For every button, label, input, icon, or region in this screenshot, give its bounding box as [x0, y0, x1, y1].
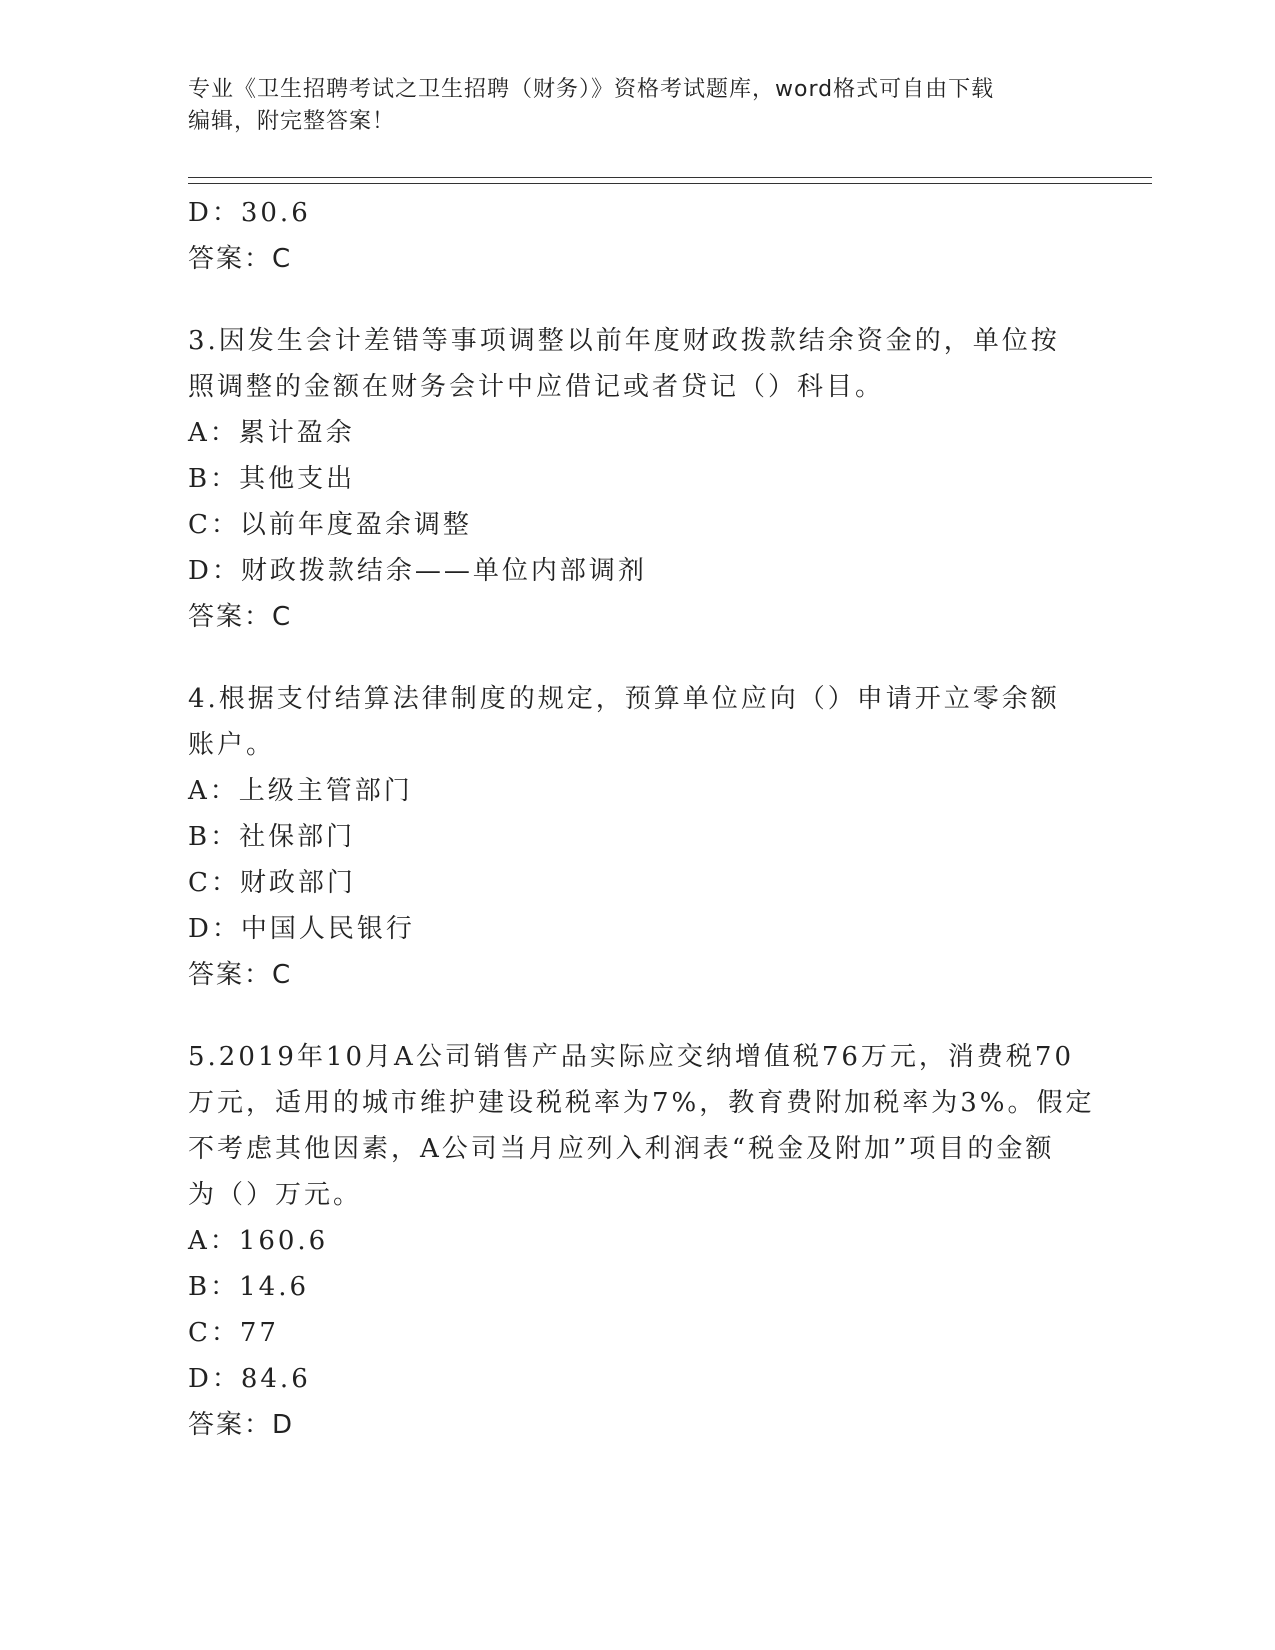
option-a: A：上级主管部门 — [188, 776, 413, 806]
question-text-line: 账户。 — [188, 730, 276, 760]
answer-line: 答案：C — [188, 244, 293, 274]
question-text-line: 照调整的金额在财务会计中应借记或者贷记（）科目。 — [188, 372, 885, 402]
option-d: D：30.6 — [188, 198, 311, 228]
header-line-1: 专业《卫生招聘考试之卫生招聘（财务）》资格考试题库，word格式可自由下载 — [188, 77, 995, 102]
question-text — [188, 1034, 1095, 1218]
question-5 — [188, 1034, 1095, 1448]
option-b: B：其他支出 — [188, 464, 356, 494]
option-c: C：财政部门 — [188, 868, 356, 898]
document-header — [188, 74, 1088, 138]
question-text-line: 3.因发生会计差错等事项调整以前年度财政拨款结余资金的，单位按 — [188, 326, 1060, 356]
answer-line: 答案：C — [188, 960, 293, 990]
question-2-tail — [188, 190, 1068, 282]
option-c: C：77 — [188, 1318, 279, 1348]
option-d: D：84.6 — [188, 1364, 311, 1394]
option-a: A：160.6 — [188, 1226, 329, 1256]
option-b: B：14.6 — [188, 1272, 309, 1302]
option-a: A：累计盈余 — [188, 418, 355, 448]
question-text — [188, 676, 1068, 768]
header-line-2: 编辑，附完整答案！ — [188, 109, 396, 134]
question-text-line: 不考虑其他因素，A公司当月应列入利润表“税金及附加”项目的金额 — [188, 1134, 1055, 1164]
option-d: D：财政拨款结余——单位内部调剂 — [188, 556, 647, 586]
question-3 — [188, 318, 1068, 640]
document-body — [188, 190, 1095, 1448]
question-text-line: 4.根据支付结算法律制度的规定，预算单位应向（）申请开立零余额 — [188, 684, 1060, 714]
answer-line: 答案：D — [188, 1410, 295, 1440]
answer-line: 答案：C — [188, 602, 293, 632]
header-rule-top — [188, 177, 1152, 178]
option-b: B：社保部门 — [188, 822, 356, 852]
question-4 — [188, 676, 1068, 998]
question-text — [188, 318, 1068, 410]
option-d: D：中国人民银行 — [188, 914, 415, 944]
question-text-line: 5.2019年10月A公司销售产品实际应交纳增值税76万元，消费税70 — [188, 1042, 1075, 1072]
option-c: C：以前年度盈余调整 — [188, 510, 472, 540]
question-text-line: 为（）万元。 — [188, 1180, 363, 1210]
question-text-line: 万元，适用的城市维护建设税税率为7%，教育费附加税率为3%。假定 — [188, 1088, 1095, 1118]
header-rule-bottom — [188, 183, 1152, 184]
